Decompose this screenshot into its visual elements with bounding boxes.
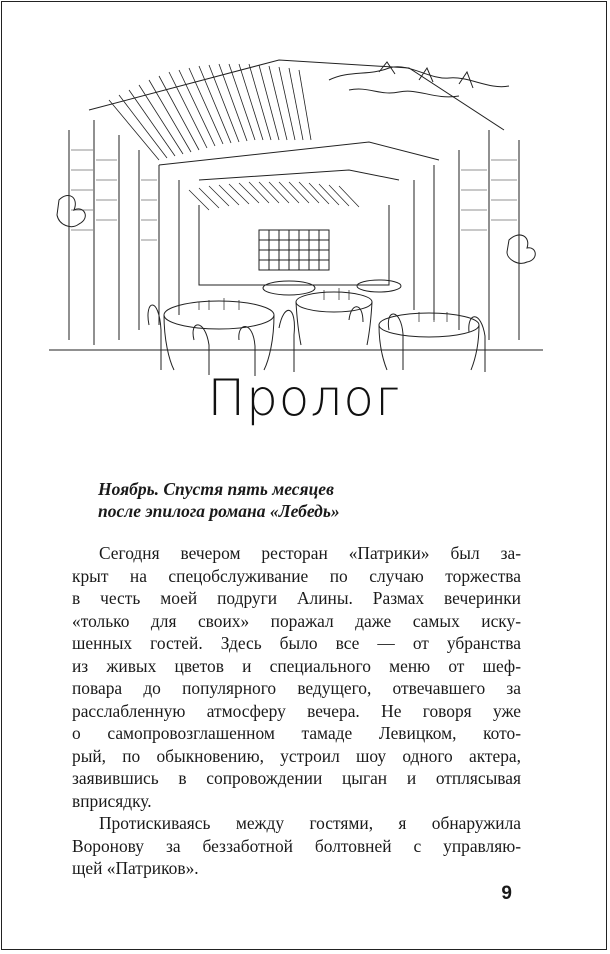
text-line: Воронову за беззаботной болтовней с управляю- <box>72 835 521 856</box>
chapter-epigraph <box>98 478 538 522</box>
text-line: повара до популярного ведущего, отвечавшего за <box>72 678 521 698</box>
epigraph-line: после эпилога романа «Лебедь» <box>98 501 340 521</box>
text-line: Протискиваясь между гостями, я обнаружила <box>99 813 521 833</box>
body-text <box>72 542 521 880</box>
epigraph-line: Ноябрь. Спустя пять месяцев <box>98 479 334 499</box>
text-line: щей «Патриков». <box>72 858 199 878</box>
text-line: рый, по обыкновению, устроил шоу одного актера, <box>72 745 521 766</box>
text-line: в честь моей подруги Алины. Размах вечеринки <box>72 588 521 608</box>
book-page <box>1 1 607 950</box>
text-line: крыт на спецобслуживание по случаю торжества <box>72 565 521 586</box>
page-number: 9 <box>501 883 512 904</box>
text-line: Сегодня вечером ресторан «Патрики» был за- <box>99 543 521 563</box>
paragraph <box>72 542 521 812</box>
restaurant-hall-illustration <box>49 40 543 380</box>
text-line: «только для своих» поражал даже самых иску- <box>72 610 521 631</box>
text-line: о самопровозглашенном тамаде Левицком, кото- <box>72 723 521 743</box>
text-line: заявившись в сопровождении цыган и отплясывая <box>72 768 521 788</box>
text-line: из живых цветов и специального меню от шеф- <box>72 655 521 676</box>
text-line: расслабленную атмосферу вечера. Не говоря уже <box>72 700 521 721</box>
paragraph <box>72 812 521 880</box>
text-line: вприсядку. <box>72 790 152 811</box>
chapter-title: Пролог <box>207 369 401 427</box>
text-line: шенных гостей. Здесь было все — от убранства <box>72 633 521 653</box>
